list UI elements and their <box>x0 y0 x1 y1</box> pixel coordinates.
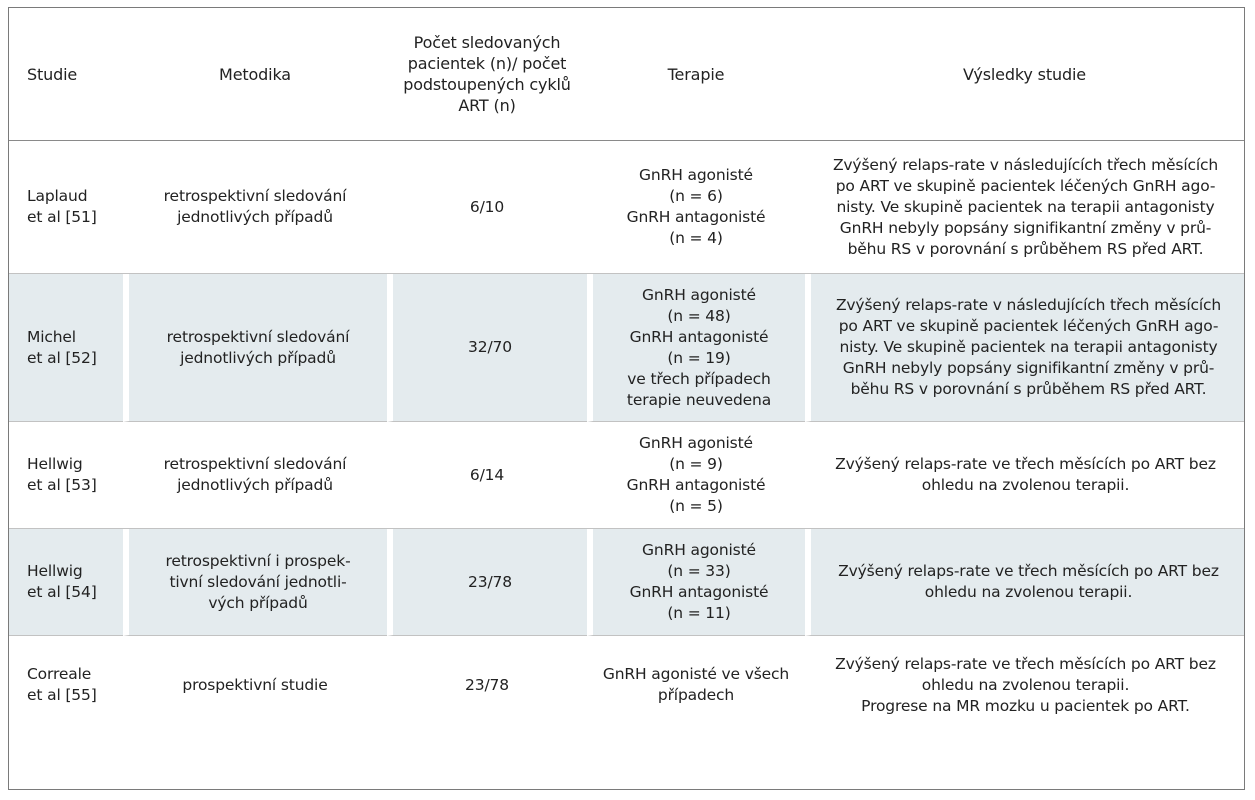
cell-count <box>387 274 587 422</box>
cell-line: 6/14 <box>469 465 505 484</box>
cell-study <box>9 141 123 274</box>
cell-line: 23/78 <box>468 572 512 591</box>
cell-line: GnRH antagonisté <box>626 476 766 494</box>
cell-line: Počet sledovaných <box>413 33 561 52</box>
cell-line: ohledu na zvolenou terapii. <box>921 675 1130 694</box>
cell-count <box>387 141 587 274</box>
cell-line: (n = 5) <box>669 497 723 515</box>
cell-therapy <box>587 422 805 529</box>
cell-therapy <box>587 529 805 636</box>
cell-line: GnRH agonisté <box>642 541 756 559</box>
cell-line: podstoupených cyklů <box>403 75 571 94</box>
cell-line: (n = 6) <box>669 187 723 205</box>
cell-therapy <box>587 274 805 422</box>
cell-method <box>123 422 387 529</box>
cell-line: GnRH antagonisté <box>626 208 766 226</box>
table-header <box>9 8 1244 141</box>
cell-line: retrospektivní sledování <box>166 327 350 346</box>
cell-line: et al [52] <box>27 348 97 367</box>
cell-line: (n = 9) <box>669 455 723 473</box>
cell-results <box>805 529 1244 636</box>
cell-line: Laplaud <box>27 187 88 205</box>
cell-method <box>123 274 387 422</box>
cell-line: ve třech případech <box>627 369 771 388</box>
cell-line: et al [51] <box>27 208 97 226</box>
table-row <box>9 636 1244 734</box>
header-row <box>9 8 1244 141</box>
cell-line: (n = 48) <box>667 306 731 325</box>
cell-method <box>123 636 387 734</box>
header-metodika <box>123 8 387 141</box>
cell-line: případech <box>657 686 735 704</box>
cell-line: Hellwig <box>27 455 83 473</box>
cell-results <box>805 274 1244 422</box>
cell-method <box>123 529 387 636</box>
cell-line: vých případů <box>208 593 308 612</box>
cell-line: běhu RS v porovnání s průběhem RS před ART. <box>847 239 1204 258</box>
cell-count <box>387 422 587 529</box>
cell-line: GnRH nebyly popsány signifikantní změny v prů- <box>839 218 1212 237</box>
table-row <box>9 422 1244 529</box>
cell-line: 6/10 <box>469 197 505 216</box>
cell-line: GnRH agonisté ve všech <box>602 665 790 683</box>
cell-line: retrospektivní sledování <box>163 455 347 473</box>
table-row <box>9 141 1244 274</box>
table-row <box>9 274 1244 422</box>
cell-line: Progrese na MR mozku u pacientek po ART. <box>861 696 1190 715</box>
cell-line: GnRH agonisté <box>642 285 756 304</box>
cell-results <box>805 141 1244 274</box>
cell-line: (n = 4) <box>669 229 723 247</box>
cell-line: nisty. Ve skupině pacientek na terapii antagonisty <box>839 338 1218 356</box>
cell-line: retrospektivní i prospek- <box>165 551 351 570</box>
table-body <box>9 141 1244 734</box>
cell-line: Zvýšený relaps-rate ve třech měsících po ART bez <box>838 562 1219 580</box>
cell-method <box>123 141 387 274</box>
cell-study <box>9 636 123 734</box>
cell-line: prospektivní studie <box>182 675 328 694</box>
header-vysledky <box>805 8 1244 141</box>
cell-line: Metodika <box>219 64 291 84</box>
cell-line: po ART ve skupině pacientek léčených GnRH ago- <box>838 317 1219 335</box>
cell-line: Hellwig <box>27 562 83 580</box>
cell-line: Výsledky studie <box>963 64 1086 84</box>
cell-study <box>9 274 123 422</box>
cell-line: pacientek (n)/ počet <box>407 54 567 73</box>
cell-line: jednotlivých případů <box>177 208 333 226</box>
cell-line: Michel <box>27 327 76 346</box>
cell-line: GnRH nebyly popsány signifikantní změny v prů- <box>842 359 1215 377</box>
cell-study <box>9 422 123 529</box>
cell-count <box>387 529 587 636</box>
table-row <box>9 529 1244 636</box>
cell-line: 32/70 <box>468 338 512 356</box>
table-frame <box>8 7 1245 790</box>
cell-study <box>9 529 123 636</box>
cell-therapy <box>587 141 805 274</box>
cell-results <box>805 422 1244 529</box>
cell-results <box>805 636 1244 734</box>
cell-line: jednotlivých případů <box>177 476 333 494</box>
cell-line: po ART ve skupině pacientek léčených GnRH ago- <box>835 176 1216 195</box>
cell-line: nisty. Ve skupině pacientek na terapii antagonisty <box>836 197 1215 216</box>
header-terapie <box>587 8 805 141</box>
cell-line: Zvýšený relaps-rate v následujících třech měsících <box>832 155 1219 174</box>
cell-line: jednotlivých případů <box>180 348 336 367</box>
cell-count <box>387 636 587 734</box>
cell-line: Terapie <box>667 64 725 84</box>
cell-line: ART (n) <box>458 96 516 115</box>
cell-line: (n = 11) <box>667 604 731 622</box>
cell-line: ohledu na zvolenou terapii. <box>924 583 1133 601</box>
cell-line: tivní sledování jednotli- <box>169 572 347 591</box>
cell-line: Zvýšený relaps-rate ve třech měsících po ART bez <box>835 455 1216 473</box>
cell-line: (n = 19) <box>667 348 731 367</box>
cell-line: Studie <box>27 64 78 84</box>
cell-line: GnRH antagonisté <box>629 583 769 601</box>
cell-line: GnRH antagonisté <box>629 327 769 346</box>
cell-therapy <box>587 636 805 734</box>
cell-line: terapie neuvedena <box>626 390 772 409</box>
cell-line: et al [55] <box>27 686 97 704</box>
cell-line: běhu RS v porovnání s průběhem RS před ART. <box>850 380 1207 398</box>
cell-line: 23/78 <box>465 675 509 694</box>
cell-line: et al [53] <box>27 476 97 494</box>
cell-line: (n = 33) <box>667 562 731 580</box>
header-pocet <box>387 8 587 141</box>
cell-line: ohledu na zvolenou terapii. <box>921 476 1130 494</box>
cell-line: Zvýšený relaps-rate v následujících třech měsících <box>835 296 1222 314</box>
cell-line: GnRH agonisté <box>639 166 753 184</box>
cell-line: retrospektivní sledování <box>163 187 347 205</box>
cell-line: Zvýšený relaps-rate ve třech měsících po ART bez <box>835 654 1216 673</box>
studies-table <box>9 8 1244 734</box>
cell-line: et al [54] <box>27 583 97 601</box>
cell-line: Correale <box>27 665 92 683</box>
header-studie <box>9 8 123 141</box>
cell-line: GnRH agonisté <box>639 434 753 452</box>
